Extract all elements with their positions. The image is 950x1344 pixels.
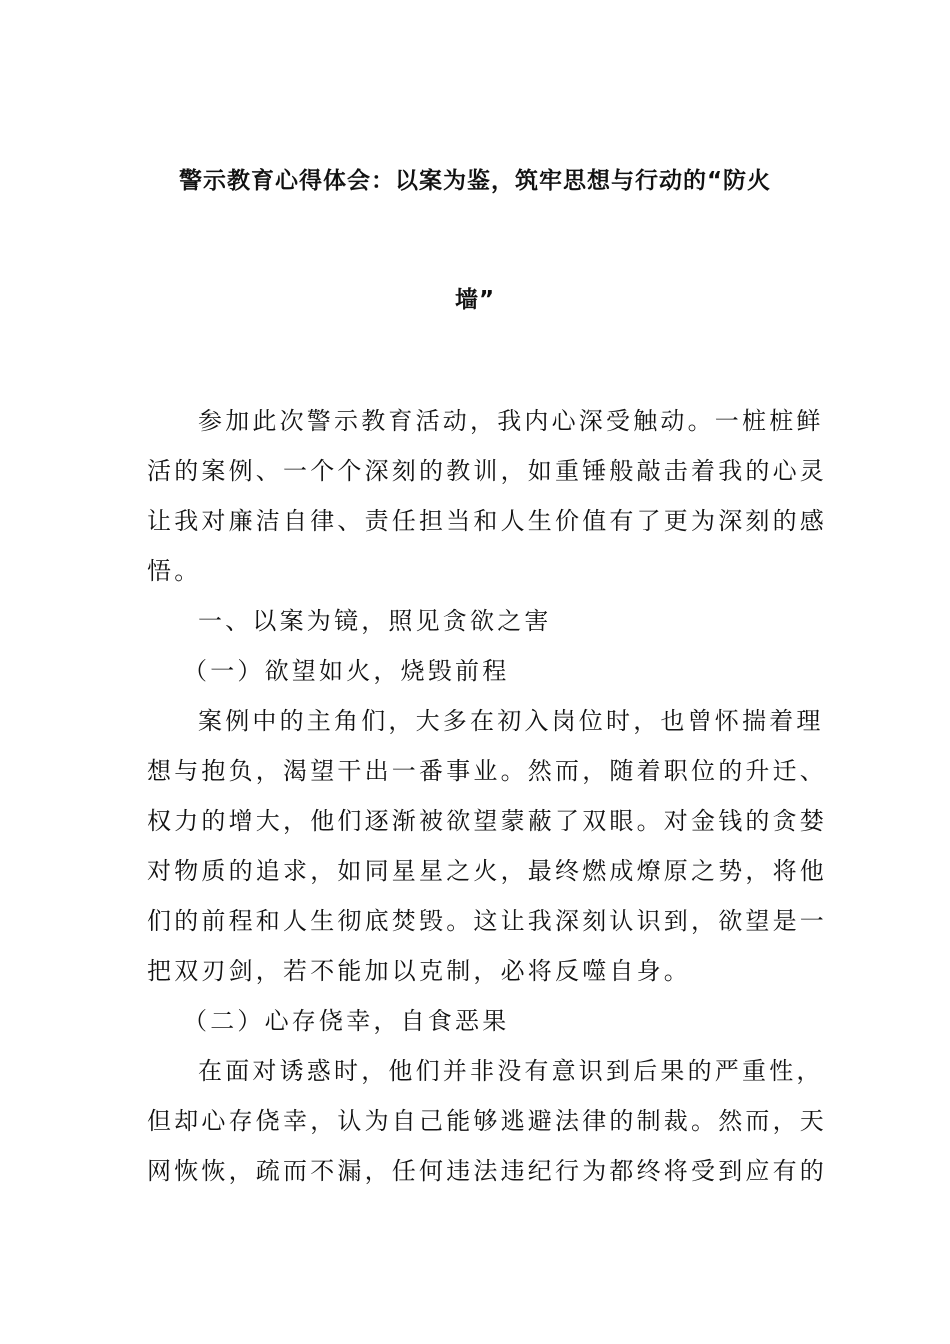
subsection-2-paragraph-line: 网恢恢，疏而不漏，任何违法违纪行为都终将受到应有的: [147, 1157, 827, 1185]
subsection-2-paragraph-line: 但却心存侥幸，认为自己能够逃避法律的制裁。然而，天: [147, 1107, 827, 1135]
subsection-2-paragraph-line: 在面对诱惑时，他们并非没有意识到后果的严重性，: [198, 1057, 824, 1085]
document-title-line-1: 警示教育心得体会：以案为鉴，筑牢思想与行动的“防火: [178, 168, 772, 194]
subsection-1-paragraph-line: 对物质的追求，如同星星之火，最终燃成燎原之势，将他: [147, 857, 827, 885]
intro-paragraph-line: 让我对廉洁自律、责任担当和人生价值有了更为深刻的感: [147, 507, 827, 535]
subsection-1-heading: （一）欲望如火，烧毁前程: [183, 657, 510, 685]
document-body: [147, 396, 827, 1196]
subsection-1-paragraph-line: 想与抱负，渴望干出一番事业。然而，随着职位的升迁、: [147, 757, 827, 785]
intro-paragraph-line: 活的案例、一个个深刻的教训，如重锤般敲击着我的心灵: [147, 457, 827, 485]
subsection-1-paragraph-line: 权力的增大，他们逐渐被欲望蒙蔽了双眼。对金钱的贪婪: [147, 807, 827, 835]
intro-paragraph-line: 悟。: [147, 557, 202, 585]
subsection-1-paragraph-line: 案例中的主角们，大多在初入岗位时，也曾怀揣着理: [198, 707, 824, 735]
subsection-1-paragraph-line: 们的前程和人生彻底焚毁。这让我深刻认识到，欲望是一: [147, 907, 827, 935]
subsection-1-paragraph-line: 把双刃剑，若不能加以克制，必将反噬自身。: [147, 957, 691, 985]
section-1-heading: 一、以案为镜，照见贪欲之害: [198, 607, 552, 635]
intro-paragraph-line: 参加此次警示教育活动，我内心深受触动。一桩桩鲜: [198, 407, 824, 435]
subsection-2-heading: （二）心存侥幸，自食恶果: [183, 1007, 510, 1035]
document-title-line-2: 墙”: [454, 287, 496, 313]
